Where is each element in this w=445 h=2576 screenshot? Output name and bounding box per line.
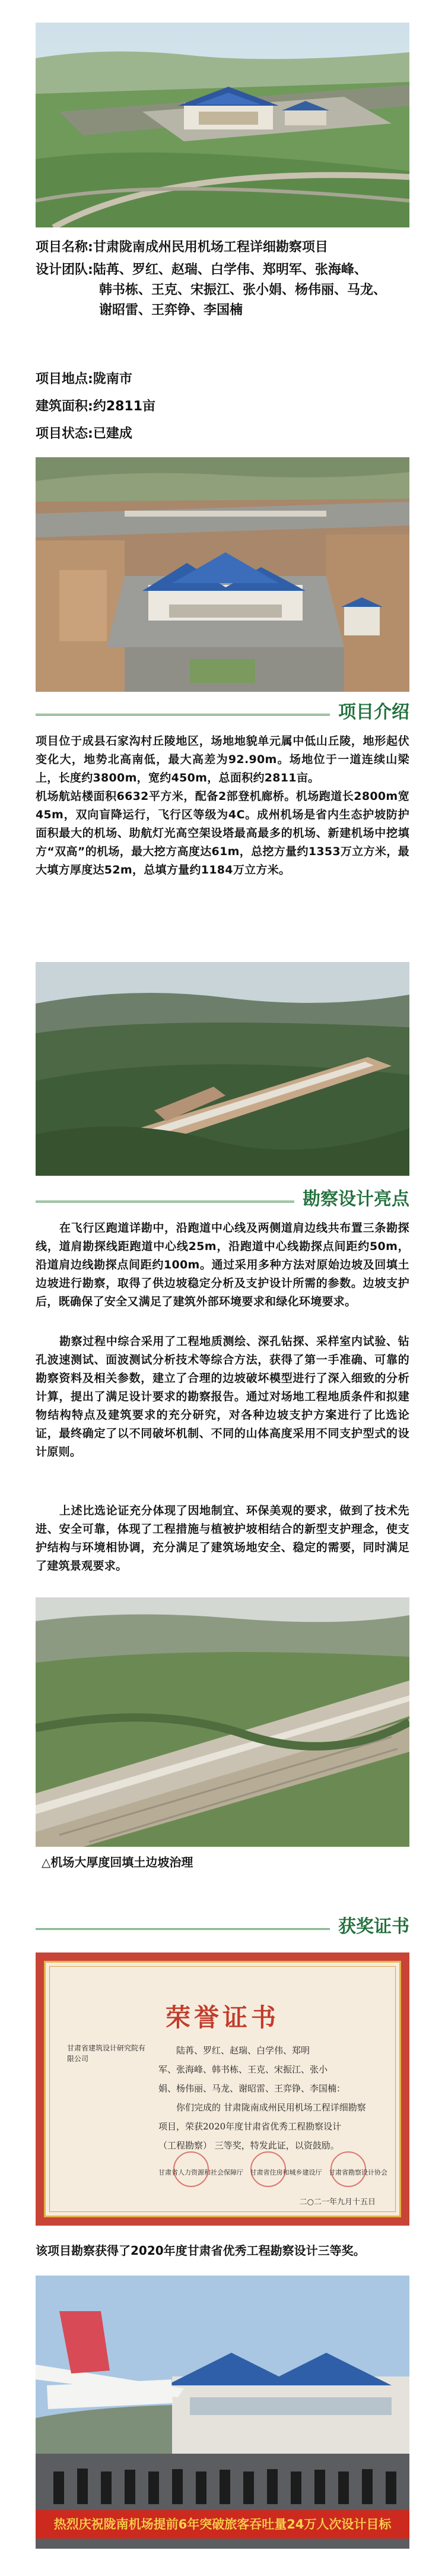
building-area-row [36, 397, 155, 417]
design-team-label: 设计团队: [36, 262, 93, 277]
honor-certificate [36, 1952, 409, 2226]
certificate-date: 二○二一年九月十五日 [299, 2198, 376, 2207]
highlights-paragraph-1: 在飞行区跑道详勘中，沿跑道中心线及两侧道肩边线共布置三条勘探线，道肩勘探线距跑道中心线25m，沿跑道中心线勘探点间距约50m，沿道肩边线勘探点间距约100m。通过采用多种方法对原始边坡及回填土边坡进行勘察，取得了供边坡稳定分析及支护设计所需的参数。边坡支护后，既确保了安全又满足了建筑外部环境要求和绿化环境要求。 [36, 1221, 409, 1308]
slope-photo-caption: △机场大厚度回填土边坡治理 [42, 1855, 193, 1869]
certificate-recipient: 甘肃省建筑设计研究院有限公司 [67, 2044, 146, 2063]
highlights-header [36, 1188, 409, 1211]
intro-paragraph-2: 机场航站楼面积6632平方米，配备2部登机廊桥。机场跑道长2800m宽45m，双向盲降运行，飞行区等级为4C。成州机场是省内生态护坡防护面积最大的机场、助航灯光高空架设塔最高最多的机场、新建机场中挖填方“双高”的机场，最大挖方高度达61m，总挖方量约1353万立方米，最大填方厚度达52m，总填方量约1184万立方米。 [36, 790, 409, 876]
project-intro-title: 项目介绍 [330, 701, 409, 724]
certificate-body-1: 你们完成的 甘肃陇南成州民用机场工程详细勘察 [176, 2102, 366, 2113]
design-team-line1: 陆苒、罗红、赵瑞、白学伟、郑明军、张海峰、 [93, 262, 367, 277]
project-location-value: 陇南市 [93, 372, 132, 387]
fill-slope-photo [36, 1597, 409, 1847]
certificate-seal [250, 2151, 286, 2187]
project-intro-header [36, 701, 409, 724]
highlights-paragraph-2: 勘察过程中综合采用了工程地质测绘、深孔钻探、采样室内试验、钻孔波速测试、面波测试分析技术等综合方法，获得了第一手准确、可靠的勘察资料及相关参数，建立了合理的边坡破坏模型进行了深入细致的分析计算，提出了满足设计要求的勘察报告。通过对场地工程地质条件和拟建物结构特点及建筑要求的充分研究，对各种边坡支护方案进行了比选论证，最终确定了以不同破坏机制、不同的山体高度采用不同支护型式的设计原则。 [36, 1335, 409, 1458]
certificate-issuer-3: 甘肃省勘察设计协会 [329, 2169, 387, 2176]
highlights-paragraph-3: 上述比选论证充分体现了因地制宜、环保美观的要求，做到了技术先进、安全可靠，体现了工程措施与植被护坡相结合的新型支护理念，使支护结构与环境相协调，充分满足了建筑场地安全、稳定的需要，同时满足了建筑景观要求。 [36, 1504, 409, 1572]
highlights-title: 勘察设计亮点 [294, 1188, 409, 1211]
project-name-label: 项目名称: [36, 240, 93, 255]
celebration-banner-text: 热烈庆祝陇南机场提前6年突破旅客吞吐量24万人次设计目标 [53, 2517, 392, 2531]
project-name-value: 甘肃陇南成州民用机场工程详细勘察项目 [93, 240, 328, 255]
runway-ridge-photo [36, 962, 409, 1176]
project-name-row [36, 238, 415, 258]
award-statement: 该项目勘察获得了2020年度甘肃省优秀工程勘察设计三等奖。 [36, 2243, 365, 2258]
certificate-issuer-1: 甘肃省人力资源和社会保障厅 [158, 2169, 243, 2176]
certificate-seal [173, 2151, 209, 2187]
certificate-title: 荣誉证书 [165, 2003, 279, 2032]
award-title: 获奖证书 [330, 1915, 409, 1939]
award-header [36, 1915, 409, 1939]
certificate-issuer-2: 甘肃省住房和城乡建设厅 [250, 2169, 322, 2176]
certificate-names-1: 陆苒、罗红、赵瑞、白学伟、郑明 [176, 2045, 310, 2056]
design-team-row [36, 260, 415, 321]
certificate-seal [330, 2151, 366, 2187]
certificate-names-2: 军、张海峰、韩书栋、王克、宋振江、张小 [158, 2064, 328, 2075]
terminal-rendering-photo [36, 23, 409, 227]
project-status-value: 已建成 [93, 426, 132, 441]
building-area-label: 建筑面积: [36, 399, 93, 414]
project-status-row [36, 424, 132, 444]
design-team-line3: 谢昭雷、王弈铮、李国楠 [99, 303, 243, 318]
project-location-label: 项目地点: [36, 372, 93, 387]
building-area-value: 约2811亩 [93, 399, 156, 414]
intro-paragraph-1: 项目位于成县石家沟村丘陵地区，场地地貌单元属中低山丘陵，地形起伏变化大，地势北高南低，最大高差为92.90m。场地位于一道连续山梁上，长度约3800m，宽约450m，总面积约2811亩。 [36, 735, 409, 784]
project-location-row [36, 369, 132, 390]
project-status-label: 项目状态: [36, 426, 93, 441]
terminal-aerial-photo [36, 457, 409, 692]
design-team-line2: 韩书栋、王克、宋振江、张小娟、杨伟丽、马龙、 [99, 283, 387, 298]
certificate-names-3: 娟、杨伟丽、马龙、谢昭雷、王弈铮、李国楠： [158, 2083, 346, 2094]
certificate-body-2: 项目，荣获2020年度甘肃省优秀工程勘察设计 [158, 2121, 342, 2132]
certificate-body-3: （工程勘察） 三等奖，特发此证，以资鼓励。 [158, 2140, 339, 2151]
celebration-photo [36, 2276, 409, 2549]
